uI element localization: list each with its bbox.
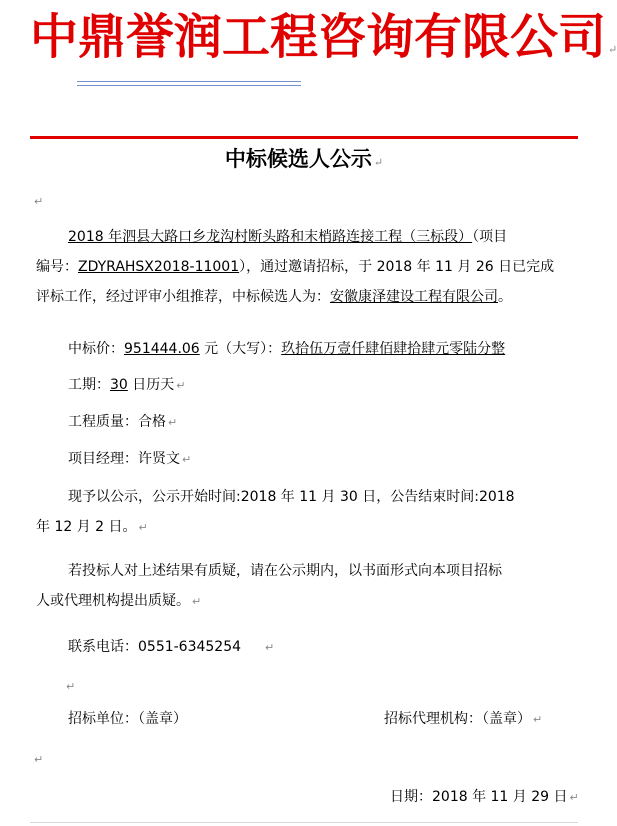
date-text: 日期：2018 年 11 月 29 日	[390, 789, 568, 805]
objection-line-1: 若投标人对上述结果有质疑，请在公示期内，以书面形式向本项目招标	[68, 563, 502, 579]
objection-paragraph	[36, 556, 581, 617]
paragraph-mark-icon: ↵	[192, 595, 202, 608]
manager-line	[36, 444, 613, 475]
intro-text-2: 编号：	[36, 259, 78, 275]
price-line	[36, 334, 613, 364]
header-red-rule	[30, 136, 578, 139]
manager-text: 项目经理：许贤文	[68, 451, 180, 467]
paragraph-mark-icon: ↵	[66, 680, 76, 693]
objection-line-2: 人或代理机构提出质疑。	[36, 593, 190, 609]
spellcheck-underline	[77, 81, 301, 86]
paragraph-mark-icon: ↵	[265, 641, 275, 654]
duration-value: 30	[110, 377, 128, 393]
paragraph-mark-icon: ↵	[608, 43, 617, 56]
paragraph-mark-icon: ↵	[182, 453, 192, 466]
announcement-line-2: 年 12 月 2 日。	[36, 519, 137, 535]
agency-label: 招标代理机构：（盖章）	[384, 711, 531, 727]
document-title-text: 中标候选人公示	[224, 146, 372, 171]
paragraph-mark-icon: ↵	[569, 791, 579, 804]
price-label: 中标价：	[68, 341, 124, 357]
paragraph-mark-icon: ↵	[176, 379, 186, 392]
price-value: 951444.06	[124, 341, 200, 357]
phone-text: 联系电话：0551-6345254	[68, 639, 242, 655]
company-name-text: 中鼎誉润工程咨询有限公司	[30, 9, 607, 65]
paragraph-mark-icon: ↵	[168, 416, 178, 429]
agency-label-wrap	[384, 704, 542, 735]
duration-line	[36, 370, 613, 401]
intro-text-3: ），通过邀请招标，于 2018 年 11 月 26 日已完成	[239, 259, 555, 275]
winning-bidder: 安徽康泽建设工程有限公司	[330, 289, 498, 305]
price-unit: 元（大写）：	[199, 341, 282, 357]
quality-text: 工程质量：合格	[68, 414, 166, 430]
price-capital: 玖拾伍万壹仟肆佰肆拾肆元零陆分整	[281, 341, 506, 357]
phone-line	[36, 632, 613, 663]
intro-text-4: 评标工作，经过评审小组推荐，中标候选人为：	[36, 289, 330, 305]
paragraph-mark-icon: ↵	[138, 521, 148, 534]
paragraph-mark-icon: ↵	[373, 156, 384, 169]
announcement-line-1: 现予以公示，公示开始时间:2018 年 11 月 30 日，公告结束时间:2018	[68, 489, 515, 505]
project-code: ZDYRAHSX2018-11001	[78, 259, 240, 275]
tenderer-label: 招标单位：（盖章）	[68, 711, 187, 727]
project-name: 2018 年泗县大路口乡龙沟村断头路和末梢路连接工程（三标段）	[68, 229, 473, 245]
intro-text-1: （项目	[472, 229, 508, 245]
quality-line	[36, 407, 613, 438]
announcement-paragraph	[36, 482, 581, 543]
intro-text-5: 。	[498, 289, 512, 305]
date-line	[390, 782, 579, 813]
paragraph-mark-icon: ↵	[34, 195, 44, 208]
intro-paragraph	[36, 222, 581, 312]
paragraph-mark-icon: ↵	[34, 753, 44, 766]
paragraph-mark-icon: ↵	[533, 713, 543, 726]
duration-label: 工期：	[68, 377, 110, 393]
page-bottom-edge	[30, 822, 578, 823]
document-title	[0, 144, 608, 178]
duration-unit: 日历天	[127, 377, 175, 393]
company-name	[30, 8, 617, 79]
signature-line	[36, 704, 613, 734]
